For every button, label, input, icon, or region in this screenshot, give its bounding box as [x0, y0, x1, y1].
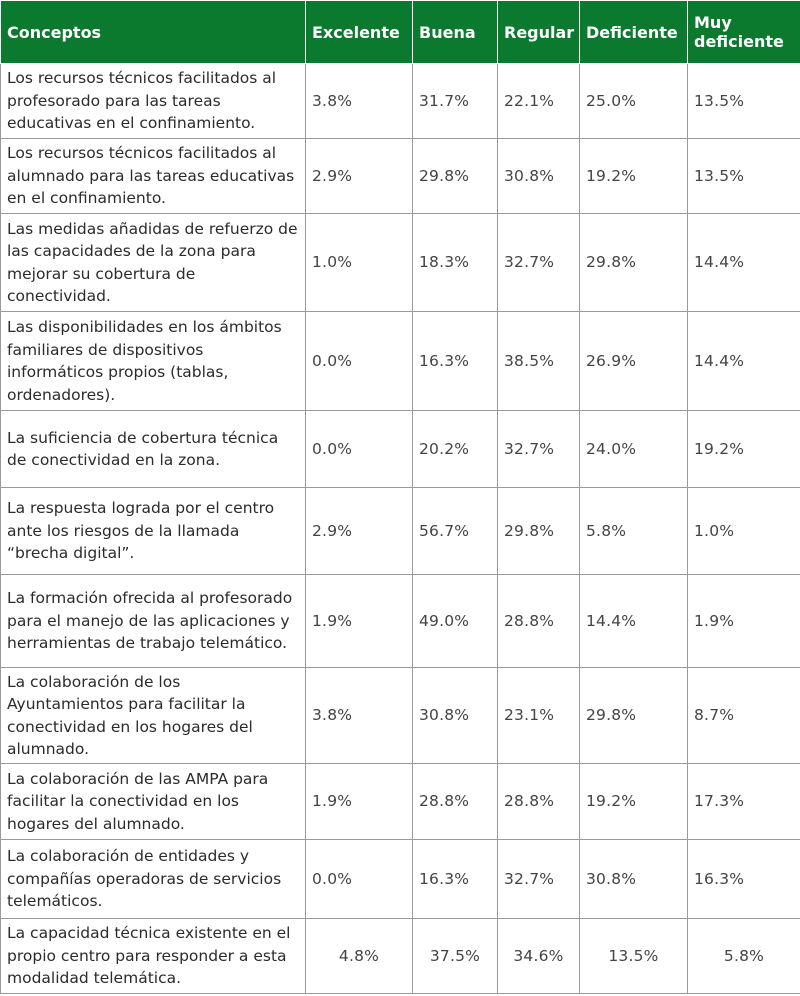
- concept-cell: La colaboración de las AMPA para facilitar la conectividad en los hogares del alumnado.: [1, 764, 306, 840]
- header-deficiente: Deficiente: [580, 1, 688, 64]
- value-muy-deficiente: 17.3%: [688, 764, 800, 840]
- table-row: [1, 919, 800, 994]
- value-buena: 29.8%: [413, 139, 498, 214]
- value-regular: 30.8%: [498, 139, 580, 214]
- value-muy-deficiente: 19.2%: [688, 411, 800, 488]
- concept-cell: La formación ofrecida al profesorado para el manejo de las aplicaciones y herramientas de trabajo telemático.: [1, 575, 306, 668]
- value-deficiente: 13.5%: [580, 919, 688, 994]
- value-deficiente: 25.0%: [580, 64, 688, 139]
- concept-cell: Los recursos técnicos facilitados al profesorado para las tareas educativas en el confinamiento.: [1, 64, 306, 139]
- concept-cell: Las disponibilidades en los ámbitos familiares de dispositivos informáticos propios (tablas, ordenadores).: [1, 312, 306, 411]
- table-row: [1, 64, 800, 139]
- value-muy-deficiente: 16.3%: [688, 840, 800, 919]
- concept-cell: La capacidad técnica existente en el propio centro para responder a esta modalidad telemática.: [1, 919, 306, 994]
- value-muy-deficiente: 8.7%: [688, 668, 800, 764]
- value-deficiente: 30.8%: [580, 840, 688, 919]
- value-deficiente: 5.8%: [580, 488, 688, 575]
- value-regular: 32.7%: [498, 411, 580, 488]
- value-buena: 20.2%: [413, 411, 498, 488]
- concept-cell: La respuesta lograda por el centro ante los riesgos de la llamada “brecha digital”.: [1, 488, 306, 575]
- value-excelente: 3.8%: [306, 64, 413, 139]
- value-buena: 28.8%: [413, 764, 498, 840]
- value-excelente: 2.9%: [306, 488, 413, 575]
- value-excelente: 0.0%: [306, 840, 413, 919]
- value-excelente: 1.0%: [306, 214, 413, 312]
- value-regular: 23.1%: [498, 668, 580, 764]
- value-muy-deficiente: 5.8%: [688, 919, 800, 994]
- value-buena: 30.8%: [413, 668, 498, 764]
- value-buena: 49.0%: [413, 575, 498, 668]
- value-buena: 16.3%: [413, 312, 498, 411]
- value-excelente: 1.9%: [306, 764, 413, 840]
- concept-cell: La colaboración de entidades y compañías operadoras de servicios telemáticos.: [1, 840, 306, 919]
- value-deficiente: 26.9%: [580, 312, 688, 411]
- table-row: [1, 575, 800, 668]
- value-buena: 18.3%: [413, 214, 498, 312]
- value-deficiente: 29.8%: [580, 668, 688, 764]
- value-buena: 37.5%: [413, 919, 498, 994]
- value-deficiente: 19.2%: [580, 764, 688, 840]
- value-excelente: 0.0%: [306, 411, 413, 488]
- value-regular: 29.8%: [498, 488, 580, 575]
- table-row: [1, 214, 800, 312]
- value-muy-deficiente: 13.5%: [688, 64, 800, 139]
- value-regular: 28.8%: [498, 764, 580, 840]
- value-regular: 38.5%: [498, 312, 580, 411]
- value-deficiente: 14.4%: [580, 575, 688, 668]
- header-excelente: Excelente: [306, 1, 413, 64]
- table-row: [1, 312, 800, 411]
- table-row: [1, 840, 800, 919]
- value-excelente: 0.0%: [306, 312, 413, 411]
- concept-cell: La colaboración de los Ayuntamientos para facilitar la conectividad en los hogares del alumnado.: [1, 668, 306, 764]
- header-buena: Buena: [413, 1, 498, 64]
- value-buena: 16.3%: [413, 840, 498, 919]
- value-muy-deficiente: 1.0%: [688, 488, 800, 575]
- value-deficiente: 19.2%: [580, 139, 688, 214]
- value-excelente: 2.9%: [306, 139, 413, 214]
- table-row: [1, 139, 800, 214]
- table-row: [1, 764, 800, 840]
- table-row: [1, 488, 800, 575]
- value-muy-deficiente: 1.9%: [688, 575, 800, 668]
- value-muy-deficiente: 14.4%: [688, 214, 800, 312]
- value-regular: 34.6%: [498, 919, 580, 994]
- header-regular: Regular: [498, 1, 580, 64]
- table-row: [1, 668, 800, 764]
- value-buena: 56.7%: [413, 488, 498, 575]
- value-muy-deficiente: 13.5%: [688, 139, 800, 214]
- header-row: [1, 1, 800, 64]
- value-regular: 32.7%: [498, 214, 580, 312]
- value-deficiente: 29.8%: [580, 214, 688, 312]
- concept-cell: Las medidas añadidas de refuerzo de las capacidades de la zona para mejorar su cobertura de conectividad.: [1, 214, 306, 312]
- concept-cell: Los recursos técnicos facilitados al alumnado para las tareas educativas en el confinamiento.: [1, 139, 306, 214]
- concept-cell: La suficiencia de cobertura técnica de conectividad en la zona.: [1, 411, 306, 488]
- value-regular: 28.8%: [498, 575, 580, 668]
- value-excelente: 1.9%: [306, 575, 413, 668]
- value-regular: 22.1%: [498, 64, 580, 139]
- header-conceptos: Conceptos: [1, 1, 306, 64]
- value-deficiente: 24.0%: [580, 411, 688, 488]
- value-regular: 32.7%: [498, 840, 580, 919]
- value-excelente: 3.8%: [306, 668, 413, 764]
- value-excelente: 4.8%: [306, 919, 413, 994]
- value-muy-deficiente: 14.4%: [688, 312, 800, 411]
- table-row: [1, 411, 800, 488]
- header-muy-deficiente: Muy deficiente: [688, 1, 800, 64]
- value-buena: 31.7%: [413, 64, 498, 139]
